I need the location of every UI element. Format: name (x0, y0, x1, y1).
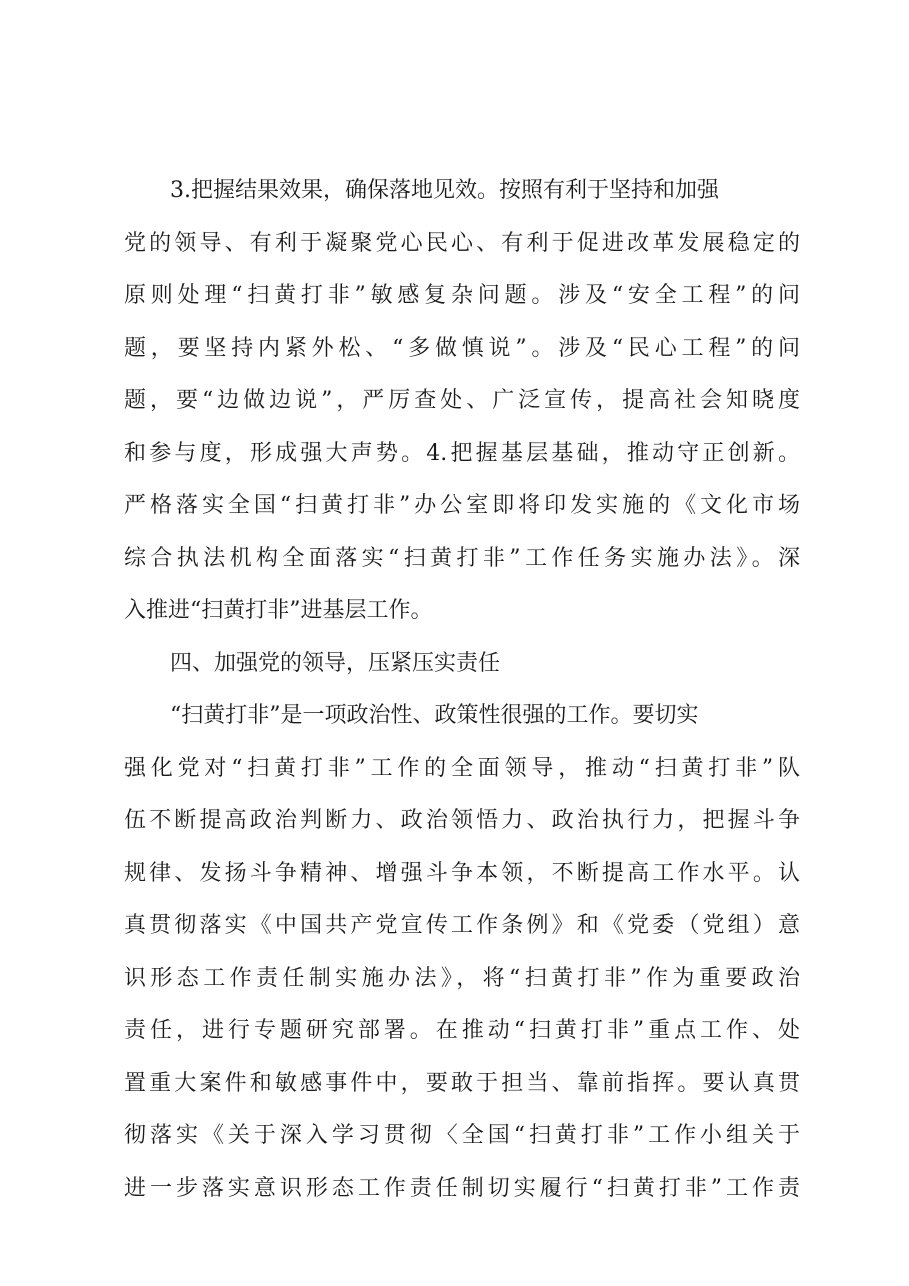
paragraph-line-13: 伍不断提高政治判断力、政治领悟力、政治执行力，把握斗争 (124, 808, 800, 833)
paragraph-line-11: “扫黄打非”是一项政治性、政策性很强的工作。要切实 (170, 703, 699, 728)
paragraph-line-3: 原则处理“扫黄打非”敏感复杂问题。涉及“安全工程”的问 (124, 283, 800, 308)
paragraph-line-20: 进一步落实意识形态工作责任制切实履行“扫黄打非”工作责 (124, 1175, 800, 1201)
paragraph-line-14: 规律、发扬斗争精神、增强斗争本领，不断提高工作水平。认 (124, 860, 800, 886)
paragraph-line-19: 彻落实《关于深入学习贯彻〈全国“扫黄打非”工作小组关于 (124, 1123, 800, 1148)
section-heading: 四、加强党的领导，压紧压实责任 (170, 650, 501, 676)
paragraph-line-9: 入推进“扫黄打非”进基层工作。 (124, 598, 433, 623)
paragraph-line-6: 和参与度，形成强大声势。4.把握基层基础，推动守正创新。 (124, 440, 800, 466)
paragraph-line-5: 题，要“边做边说”，严厉查处、广泛宣传，提高社会知晓度 (124, 388, 800, 413)
paragraph-line-17: 责任，进行专题研究部署。在推动“扫黄打非”重点工作、处 (124, 1018, 800, 1043)
paragraph-line-7: 严格落实全国“扫黄打非”办公室即将印发实施的《文化市场 (124, 493, 800, 518)
paragraph-line-2: 党的领导、有利于凝聚党心民心、有利于促进改革发展稳定的 (124, 230, 800, 256)
paragraph-line-15: 真贯彻落实《中国共产党宣传工作条例》和《党委（党组）意 (124, 913, 800, 938)
paragraph-line-1: 3.把握结果效果，确保落地见效。按照有利于坚持和加强 (170, 178, 719, 203)
paragraph-line-18: 置重大案件和敏感事件中，要敢于担当、靠前指挥。要认真贯 (124, 1070, 800, 1096)
paragraph-line-8: 综合执法机构全面落实“扫黄打非”工作任务实施办法》。深 (124, 545, 800, 571)
document-body (124, 165, 800, 1215)
paragraph-line-4: 题，要坚持内紧外松、“多做慎说”。涉及“民心工程”的问 (124, 335, 800, 361)
paragraph-line-12: 强化党对“扫黄打非”工作的全面领导，推动“扫黄打非”队 (124, 755, 800, 781)
paragraph-line-16: 识形态工作责任制实施办法》，将“扫黄打非”作为重要政治 (124, 965, 800, 991)
